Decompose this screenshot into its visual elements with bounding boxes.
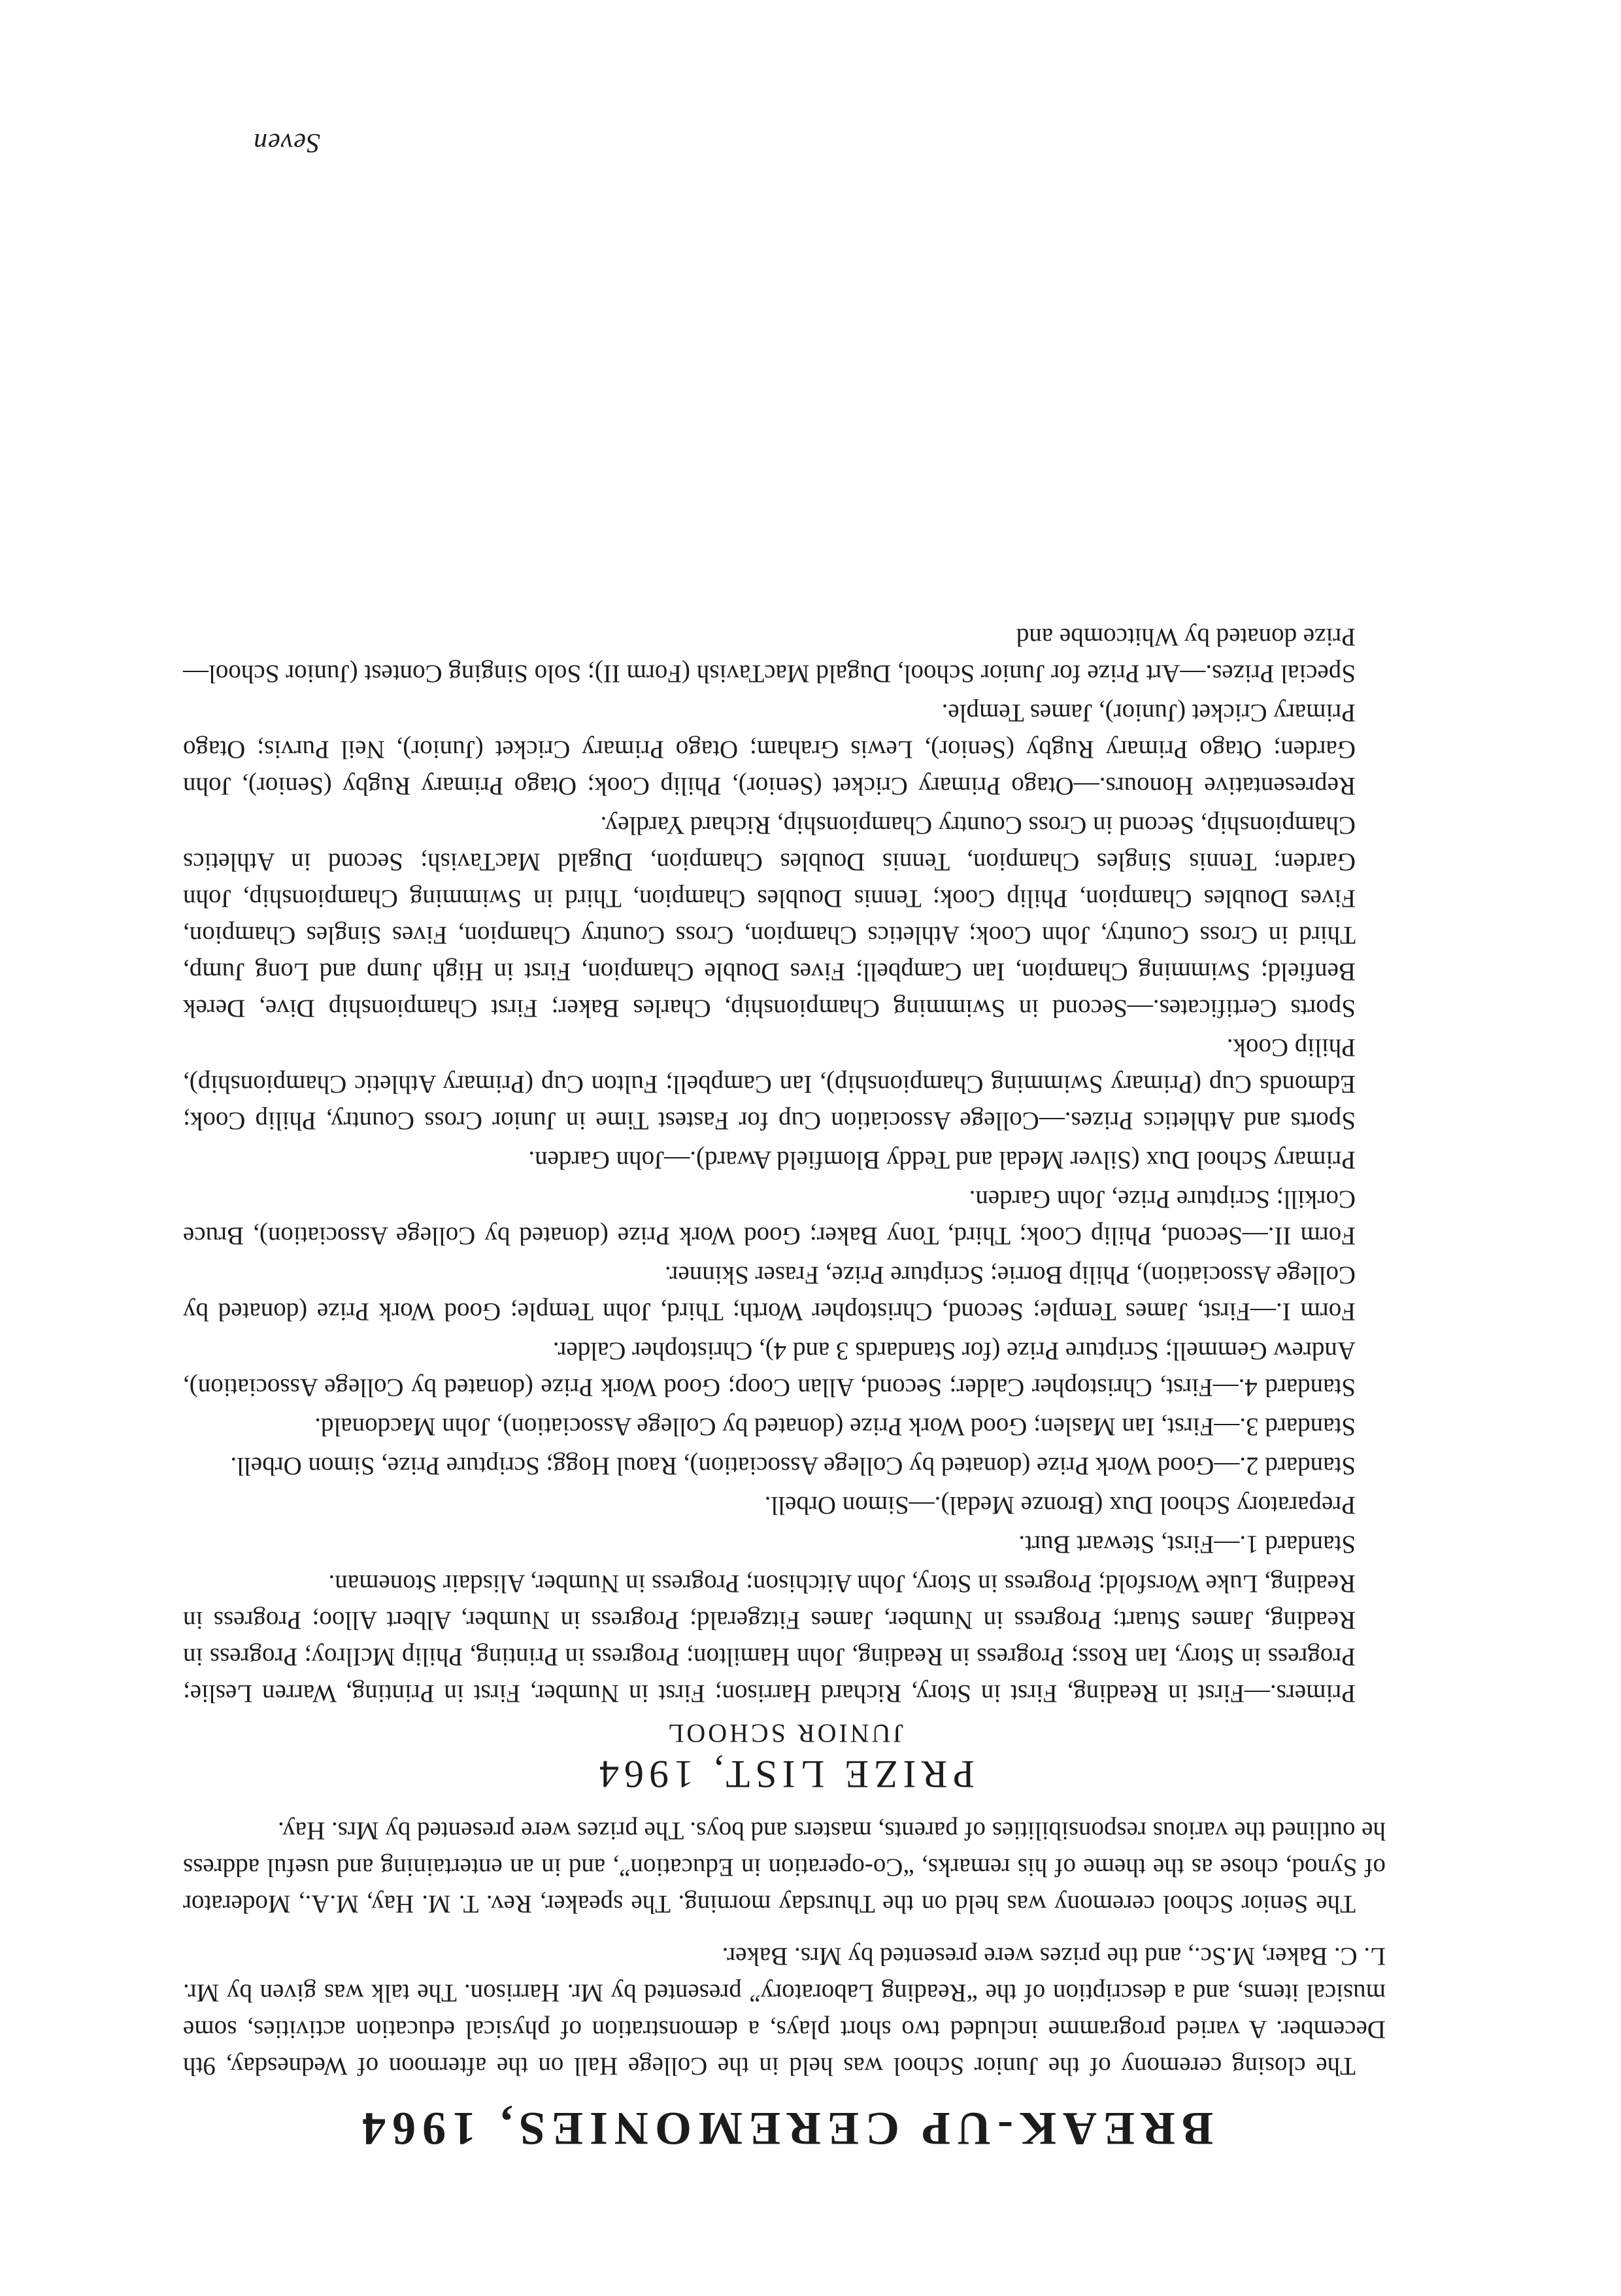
intro-paragraph-junior-ceremony: The closing ceremony of the Junior School was held in the College Hall on the afternoon of Wednesday, 9th December. A varied programme included two short plays, a demonstration of physical education activities, some musical items, and a description of the “Reading Laboratory” presented by Mr. Harrison. The talk was given by Mr. L. C. Baker, M.Sc., and the prizes were presented by Mrs. Baker. bbox=[183, 1942, 1386, 2080]
prize-entry-sports-athletics: Sports and Athletics Prizes.—College Association Cup for Fastest Time in Junior Cross Country, Philip Cook; Edmonds Cup (Primary Swimming Championship), Ian Campbell; Fulton Cup (Primary Athletic Championship), Philip Cook. bbox=[183, 1034, 1356, 1135]
page-title: BREAK-UP CEREMONIES, 1964 bbox=[355, 2102, 1214, 2155]
prize-entry-standard-3: Standard 3.—First, Ian Maslen; Good Work Prize (donated by College Association), John Macdonald. bbox=[314, 1413, 1356, 1441]
text-column bbox=[183, 616, 1386, 2155]
prize-list bbox=[183, 618, 1386, 1712]
prize-entry-form-2: Form II.—Second, Philip Cook; Third, Tony Baker; Good Work Prize (donated by College Association), Bruce Corkill; Scripture Prize, John Garden. bbox=[183, 1185, 1356, 1250]
prize-entry-standard-4: Standard 4.—First, Christopher Calder; Second, Allan Coop; Good Work Prize (donated by College Association), Andrew Gemmell; Scripture Prize (for Standards 3 and 4), Christopher Calder. bbox=[183, 1337, 1356, 1402]
prize-entry-standard-2: Standard 2.—Good Work Prize (donated by College Association), Raoul Hogg; Scripture Prize, Simon Orbell. bbox=[230, 1452, 1356, 1480]
prize-entry-sports-certificates: Sports Certificates.—Second in Swimming Championship, Charles Baker; First Championship Dive, Derek Benfield; Swimming Champion, Ian Campbell; Fives Double Champion, First in High Jump and Long Jump, Third in Cross Country, John Cook; Athletics Champion, Cross Country Champion, Fives Singles Champion, Fives Doubles Champion, Philip Cook; Tennis Doubles Champion, Third in Swimming Championship, John Garden; Tennis Singles Champion, Tennis Doubles Champion, Dugald MacTavish; Second in Athletics Championship, Second in Cross Country Championship, Richard Yardley. bbox=[183, 811, 1356, 1022]
junior-school-heading: JUNIOR SCHOOL bbox=[665, 1719, 904, 1748]
prize-entry-special-prizes: Special Prizes.—Art Prize for Junior School, Dugald MacTavish (Form II); Solo Singing Contest (Junior School—Prize donated by Whitcombe and bbox=[183, 623, 1356, 688]
prize-entry-standard-1: Standard 1.—First, Stewart Burt. bbox=[1018, 1530, 1356, 1559]
prize-entry-primary-dux: Primary School Dux (Silver Medal and Teddy Blomfield Award).—John Garden. bbox=[528, 1146, 1356, 1174]
prize-entry-representative-honours: Representative Honours.—Otago Primary Cricket (Senior), Philip Cook; Otago Primary Rugby (Senior), John Garden; Otago Primary Rugby (Senior), Lewis Graham; Otago Primary Cricket (Junior), Neil Purvis; Otago Primary Cricket (Junior), James Temple. bbox=[183, 699, 1356, 800]
page-number: Seven bbox=[253, 127, 320, 158]
prize-entry-primers: Primers.—First in Reading, First in Story, Richard Harrison; First in Number, First in Printing, Warren Leslie; Progress in Story, Ian Ross; Progress in Reading, John Hamilton; Progress in Printing, Philip McIlroy; Progress in Reading, James Stuart; Progress in Number, James Fitzgerald; Progress in Number, Albert Alloo; Progress in Reading, Luke Worsfold; Progress in Story, John Aitchison; Progress in Number, Alisdair Stoneman. bbox=[183, 1570, 1356, 1708]
prize-entry-form-1: Form I.—First, James Temple; Second, Christopher Worth; Third, John Temple; Good Work Prize (donated by College Association), Philip Borrie; Scripture Prize, Fraser Skinner. bbox=[183, 1261, 1356, 1326]
prize-entry-preparatory-dux: Preparatory School Dux (Bronze Medal).—Simon Orbell. bbox=[764, 1491, 1356, 1519]
intro-paragraph-senior-ceremony: The Senior School ceremony was held on the Thursday morning. The speaker, Rev. T. M. Hay, M.A., Moderator of Synod, chose as the theme of his remarks, “Co-operation in Education”, and in an entertaining and useful address he outlined the various responsibilities of parents, masters and boys. The prizes were presented by Mrs. Hay. bbox=[183, 1817, 1386, 1918]
prize-list-title: PRIZE LIST, 1964 bbox=[594, 1753, 975, 1796]
